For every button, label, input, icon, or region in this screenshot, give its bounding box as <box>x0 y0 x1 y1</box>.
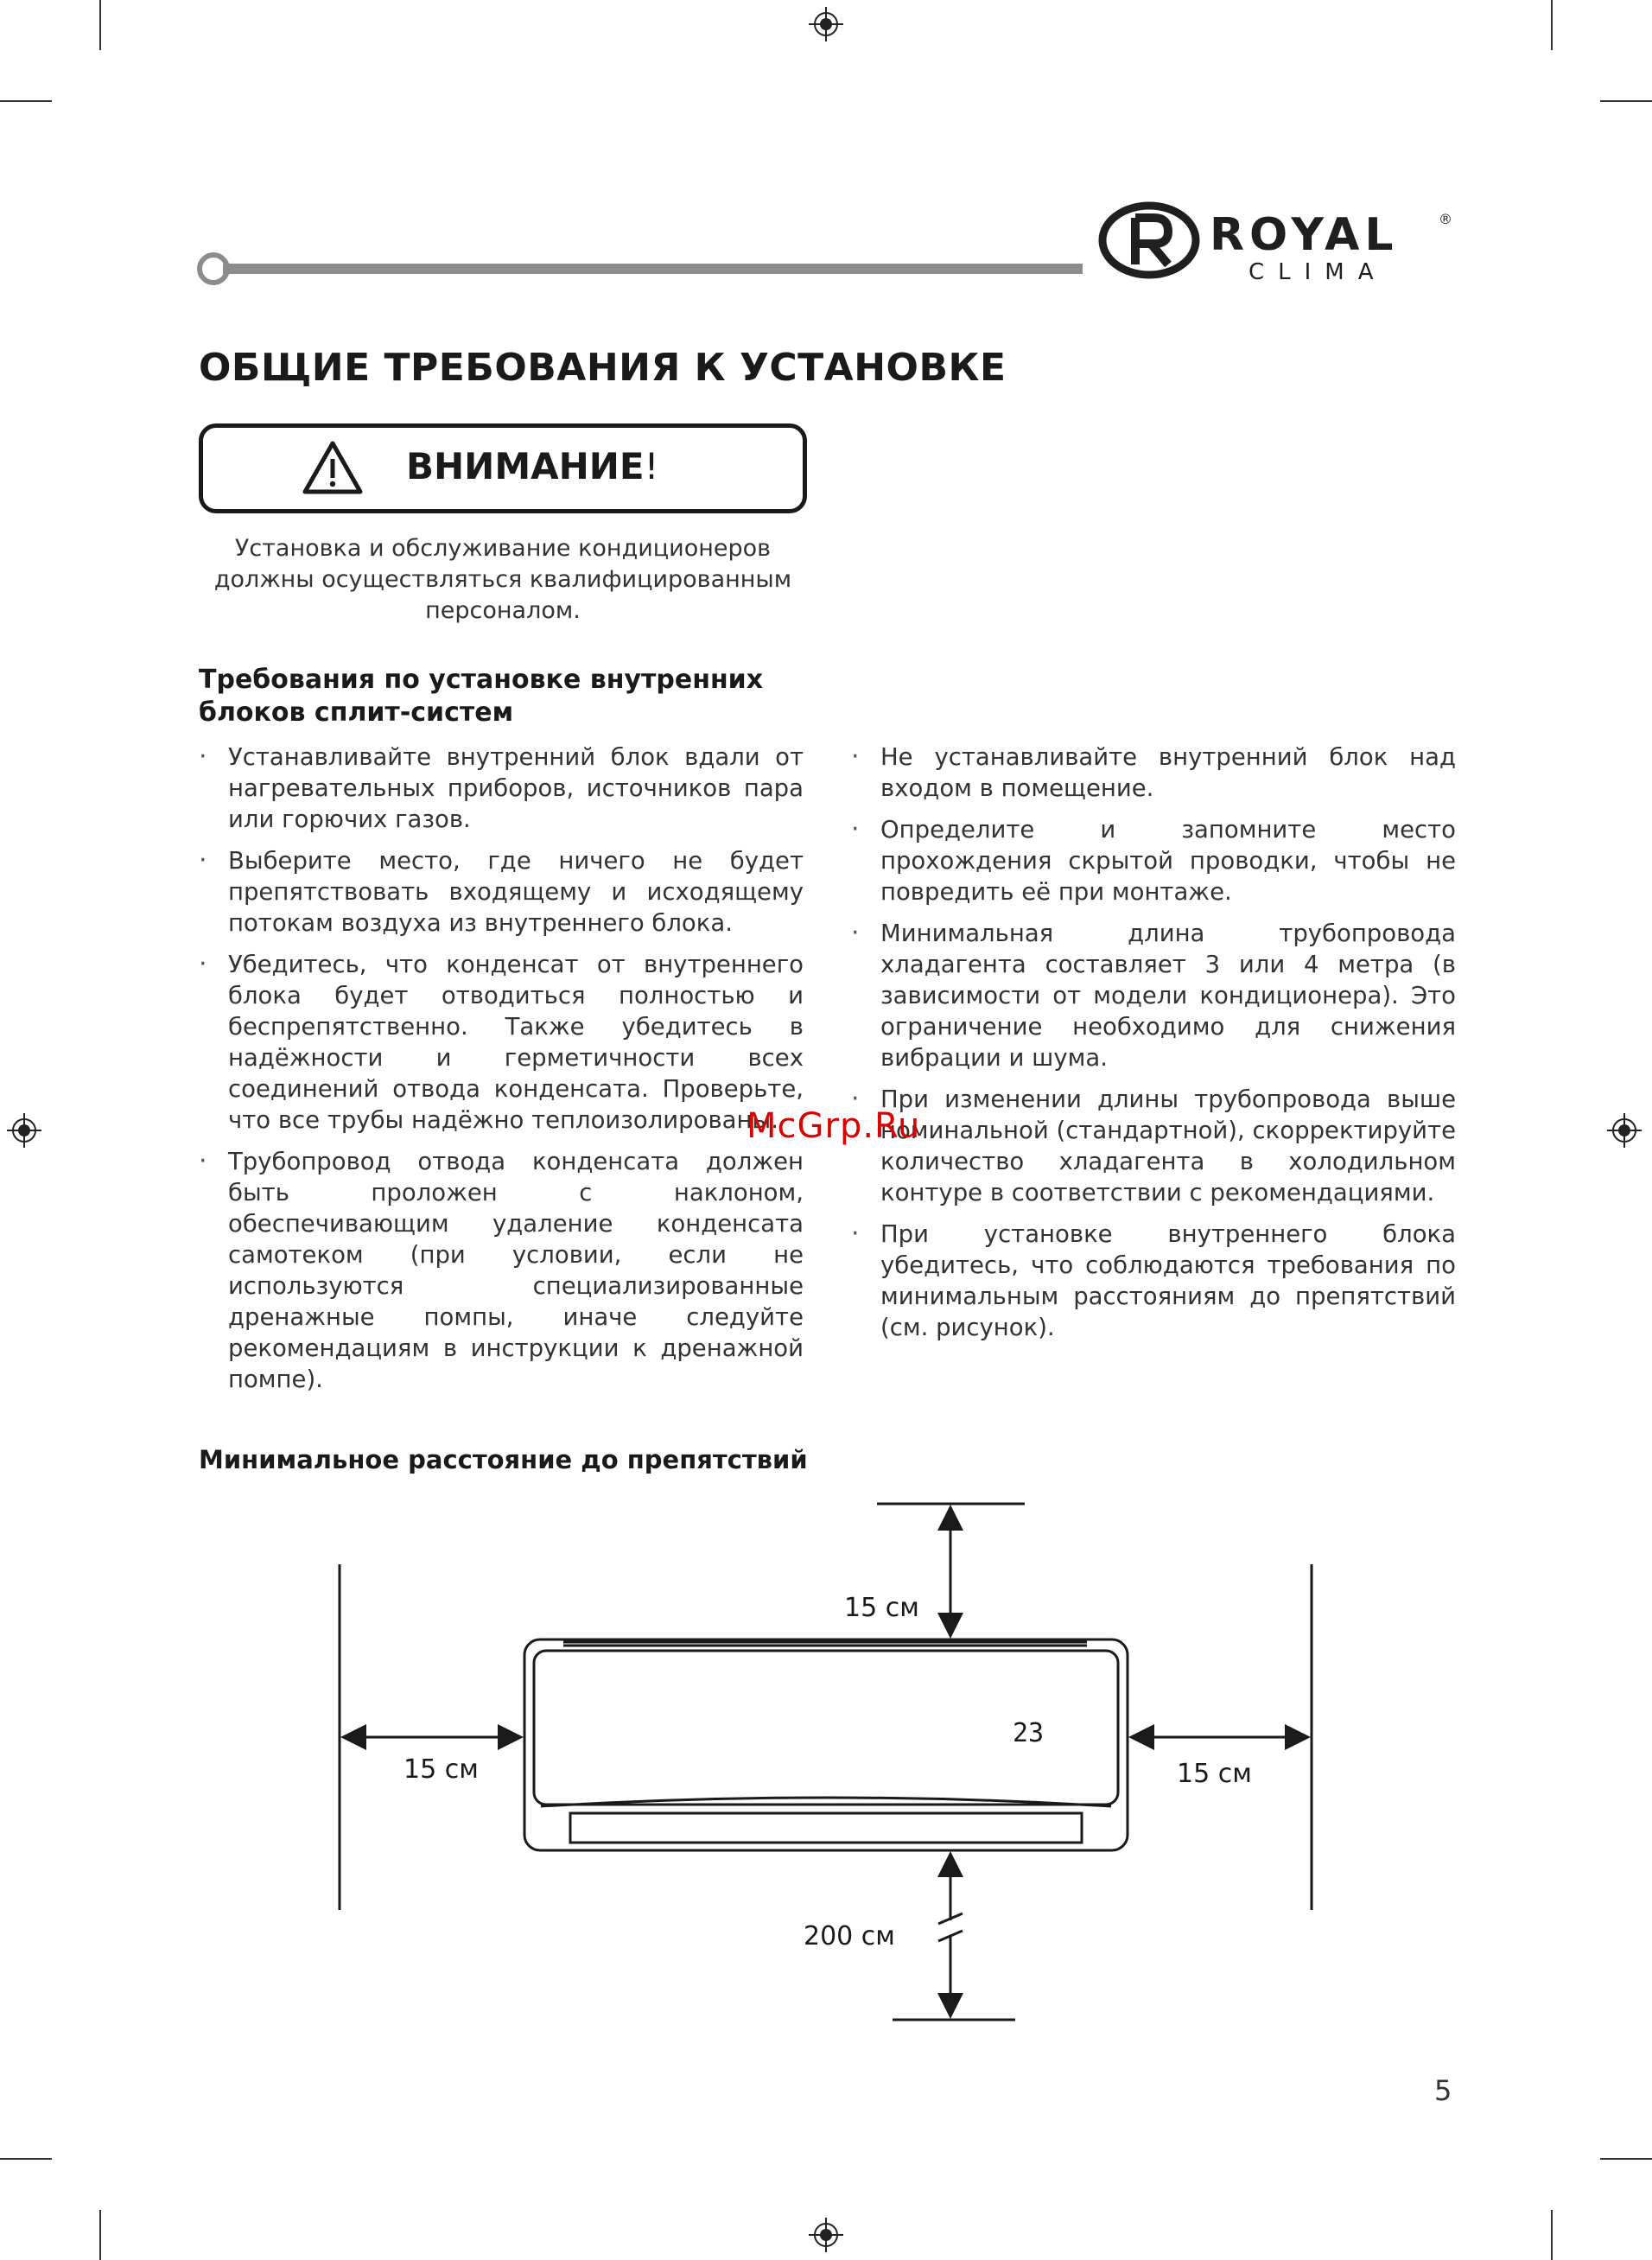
page-title: ОБЩИЕ ТРЕБОВАНИЯ К УСТАНОВКЕ <box>199 346 1007 390</box>
watermark: McGrp.Ru <box>747 1106 921 1146</box>
warning-exclamation: ! <box>644 445 659 487</box>
left-column <box>199 742 804 1405</box>
registration-mark-icon <box>7 1113 41 1148</box>
list-item: · Выберите место, где ничего не будет препятствовать входящему и исходящему потокам воздуха из внутреннего блока. <box>199 845 804 939</box>
royal-r-logo-icon <box>1097 199 1201 282</box>
crop-mark <box>1551 0 1553 50</box>
right-clearance-label: 15 см <box>1177 1759 1252 1789</box>
list-item: · При установке внутреннего блока убедитесь, что соблюдаются требования по минимальным расстояниям до препятствий (см. рисунок). <box>851 1219 1456 1343</box>
indoor-unit <box>524 1639 1128 1850</box>
registration-mark-icon <box>809 2218 843 2252</box>
page-number: 5 <box>1434 2074 1452 2107</box>
warning-label-text: ВНИМАНИЕ <box>406 445 645 487</box>
crop-mark <box>1600 2158 1652 2160</box>
section-title: Требования по установке внутренних блоков сплит-систем <box>199 665 764 728</box>
list-item: · Трубопровод отвода конденсата должен быть проложен с наклоном, обеспечивающим удаление конденсата самотеком (при условии, если не используются специализированные дренажные помпы, иначе следуйте рекомендациям в инструкции к дренажной помпе). <box>199 1146 804 1395</box>
header-bar-line <box>223 264 1083 274</box>
crop-mark <box>99 0 101 50</box>
brand-registered-mark: ® <box>1439 211 1452 227</box>
warning-note: Установка и обслуживание кондиционеров должны осуществляться квалифицированным персоналом. <box>213 535 792 624</box>
list-item: · При изменении длины трубопровода выше номинальной (стандартной), скорректируйте количество хладагента в холодильном контуре в соответствии с рекомендациями. <box>851 1084 1456 1208</box>
brand-tagline: CLIMA <box>1249 259 1388 285</box>
unit-display: 23 <box>1013 1718 1045 1748</box>
list-item: · Устанавливайте внутренний блок вдали от нагревательных приборов, источников пара или горючих газов. <box>199 742 804 835</box>
registration-mark-icon <box>1607 1113 1642 1148</box>
crop-mark <box>0 2158 52 2160</box>
right-column <box>851 742 1456 1353</box>
figure-title: Минимальное расстояние до препятствий <box>199 1445 808 1474</box>
crop-mark <box>1551 2210 1553 2260</box>
list-item: · Минимальная длина трубопровода хладагента составляет 3 или 4 метра (в зависимости от модели кондиционера). Это ограничение необходимо для снижения вибрации и шума. <box>851 918 1456 1073</box>
list-item: · Не устанавливайте внутренний блок над входом в помещение. <box>851 742 1456 804</box>
list-item: · Убедитесь, что конденсат от внутреннего блока будет отводиться полностью и беспрепятственно. Также убедитесь в надёжности и герметичности всех соединений отвода конденсата. Проверьте, что все трубы надёжно теплоизолированы. <box>199 949 804 1136</box>
left-clearance-label: 15 см <box>403 1754 479 1785</box>
break-mark <box>938 1913 963 1924</box>
brand-name: ROYAL <box>1210 209 1399 261</box>
break-mark <box>938 1931 963 1941</box>
crop-mark <box>1600 100 1652 102</box>
crop-mark <box>0 100 52 102</box>
warning-label <box>406 445 658 487</box>
registration-mark-icon <box>809 7 843 41</box>
warning-box <box>199 423 807 513</box>
bottom-clearance-label: 200 см <box>804 1921 895 1951</box>
warning-triangle-icon <box>302 440 363 495</box>
brand-logo <box>1097 199 1460 285</box>
list-item: · Определите и запомните место прохождения скрытой проводки, чтобы не повредить её при монтаже. <box>851 814 1456 907</box>
crop-mark <box>99 2210 101 2260</box>
top-clearance-label: 15 см <box>844 1593 919 1623</box>
